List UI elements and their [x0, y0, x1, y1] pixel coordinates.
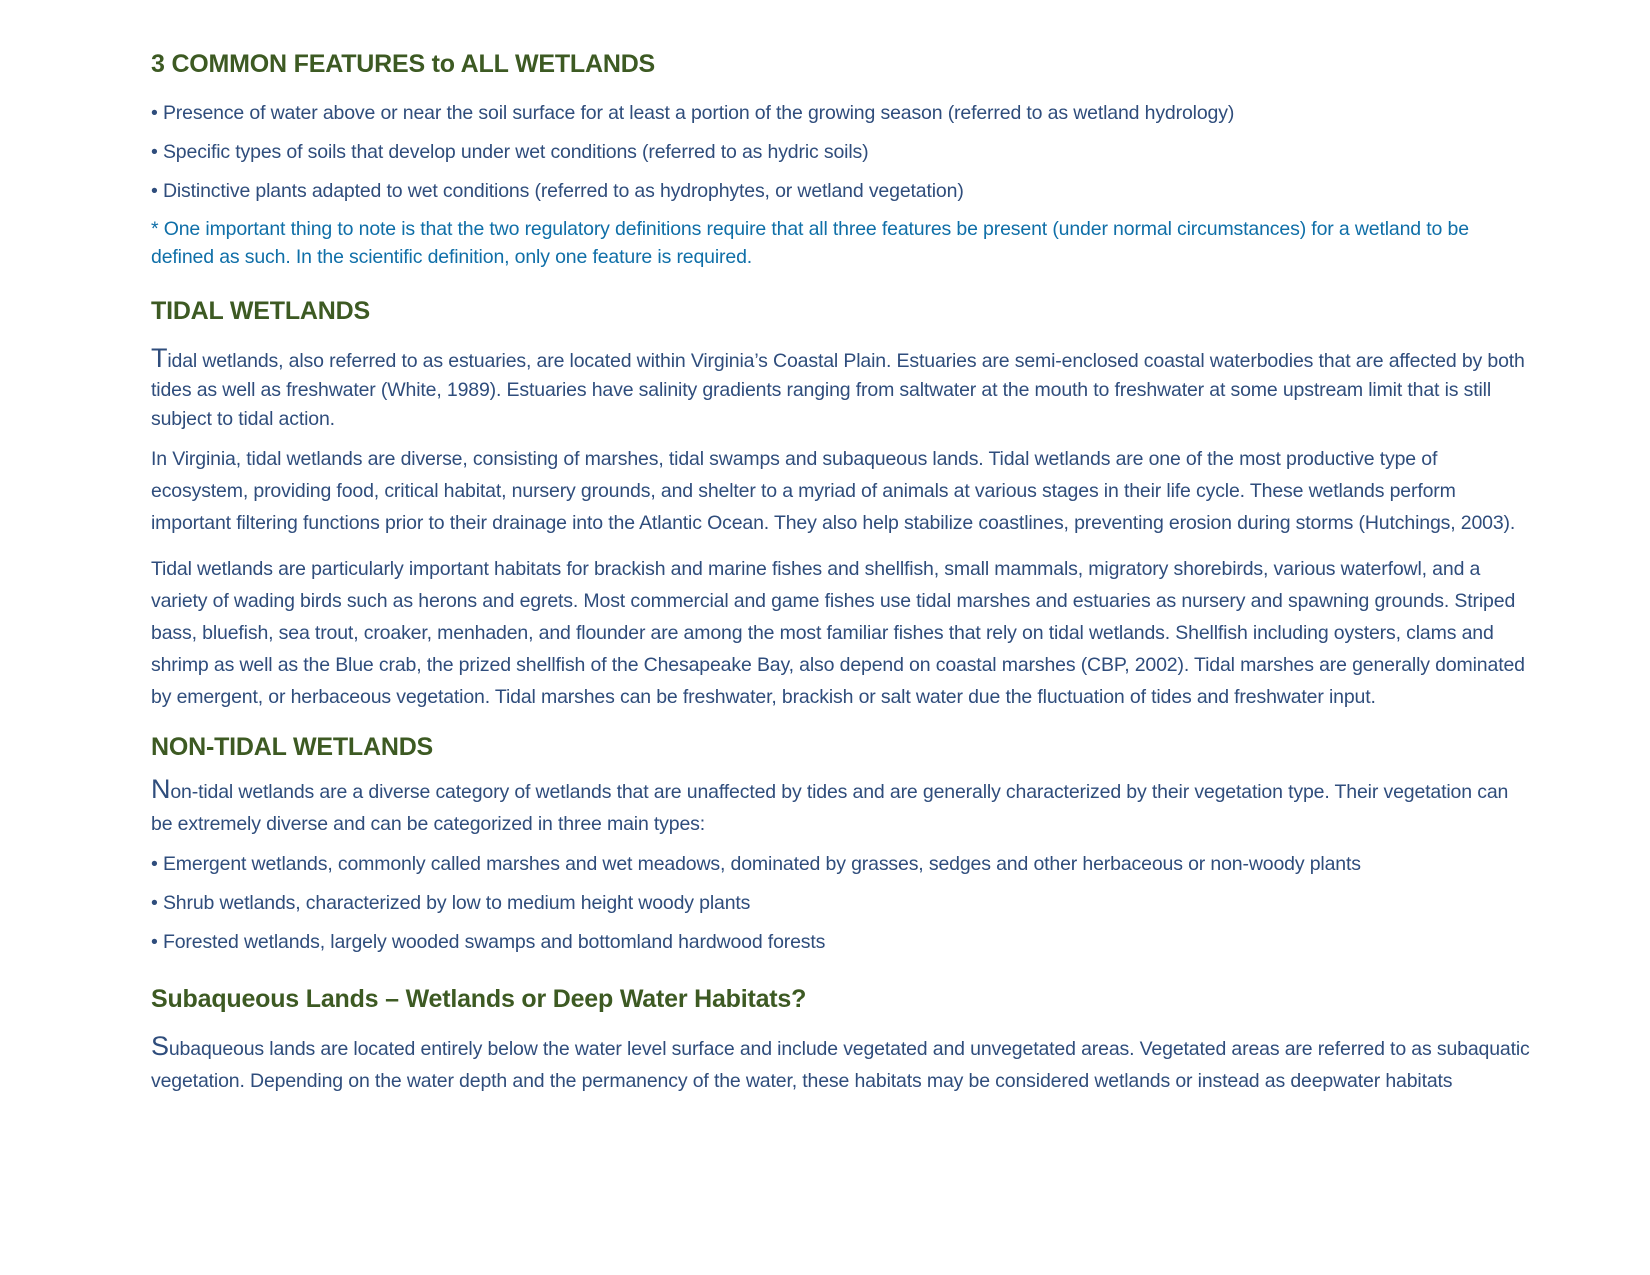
tidal-virginia-paragraph: In Virginia, tidal wetlands are diverse, consisting of marshes, tidal swamps and subaqueous lands. Tidal wetlands are one of the most productive type of ecosystem, providing food, critical habitat, nursery grounds, and shelter to a myriad of animals at various stages in their life cycle. These wetlands perform important filtering functions prior to their drainage into the Atlantic Ocean. They also help stabilize coastlines, preventing erosion during storms (Hutchings, 2003). [151, 448, 1516, 534]
dropcap-letter: N [151, 774, 171, 804]
heading-common-features: 3 COMMON FEATURES to ALL WETLANDS [151, 50, 656, 78]
bullet-hydric-soils: • Specific types of soils that develop under wet conditions (referred to as hydric soils) [151, 141, 869, 163]
dropcap-letter: S [151, 1031, 169, 1061]
regulatory-note: * One important thing to note is that the two regulatory definitions require that all three features be present (under normal circumstances) for a wetland to be defined as such. In the scientific definition, only one feature is required. [151, 218, 1469, 268]
subaqueous-paragraph [151, 1033, 1530, 1097]
tidal-intro-text: idal wetlands, also referred to as estuaries, are located within Virginia’s Coastal Plain. Estuaries are semi-enclosed coastal waterbodies that are affected by both tides as well as freshwater (White, 1989). Estuaries have salinity gradients ranging from saltwater at the mouth to freshwater at some upstream limit that is still subject to tidal action. [151, 350, 1525, 430]
subaqueous-text: ubaqueous lands are located entirely below the water level surface and include vegetated and unvegetated areas. Vegetated areas are referred to as subaquatic vegetation. Depending on the water depth and the permanency of the water, these habitats may be considered wetlands or instead as deepwater habitats [151, 1038, 1530, 1092]
heading-subaqueous-lands: Subaqueous Lands – Wetlands or Deep Water Habitats? [151, 985, 807, 1013]
heading-non-tidal-wetlands: NON-TIDAL WETLANDS [151, 733, 434, 761]
dropcap-letter: T [151, 343, 168, 373]
heading-tidal-wetlands: TIDAL WETLANDS [151, 297, 370, 325]
tidal-habitats-paragraph: Tidal wetlands are particularly important habitats for brackish and marine fishes and shellfish, small mammals, migratory shorebirds, various waterfowl, and a variety of wading birds such as herons and egrets. Most commercial and game fishes use tidal marshes and estuaries as nursery and spawning grounds. Striped bass, bluefish, sea trout, croaker, menhaden, and flounder are among the most familiar fishes that rely on tidal wetlands. Shellfish including oysters, clams and shrimp as well as the Blue crab, the prized shellfish of the Chesapeake Bay, also depend on coastal marshes (CBP, 2002). Tidal marshes are generally dominated by emergent, or herbaceous vegetation. Tidal marshes can be freshwater, brackish or salt water due the fluctuation of tides and freshwater input. [151, 558, 1525, 708]
non-tidal-intro-paragraph [151, 776, 1530, 840]
bullet-shrub-wetlands: • Shrub wetlands, characterized by low to medium height woody plants [151, 892, 751, 914]
bullet-emergent-wetlands: • Emergent wetlands, commonly called marshes and wet meadows, dominated by grasses, sedges and other herbaceous or non-woody plants [151, 853, 1361, 875]
non-tidal-intro-text: on-tidal wetlands are a diverse category of wetlands that are unaffected by tides and are generally characterized by their vegetation type. Their vegetation can be extremely diverse and can be categorized in three main types: [151, 781, 1509, 835]
bullet-forested-wetlands: • Forested wetlands, largely wooded swamps and bottomland hardwood forests [151, 931, 826, 953]
bullet-hydrophytes: • Distinctive plants adapted to wet conditions (referred to as hydrophytes, or wetland vegetation) [151, 180, 964, 202]
tidal-intro-paragraph [151, 345, 1530, 434]
bullet-hydrology: • Presence of water above or near the soil surface for at least a portion of the growing season (referred to as wetland hydrology) [151, 102, 1235, 124]
